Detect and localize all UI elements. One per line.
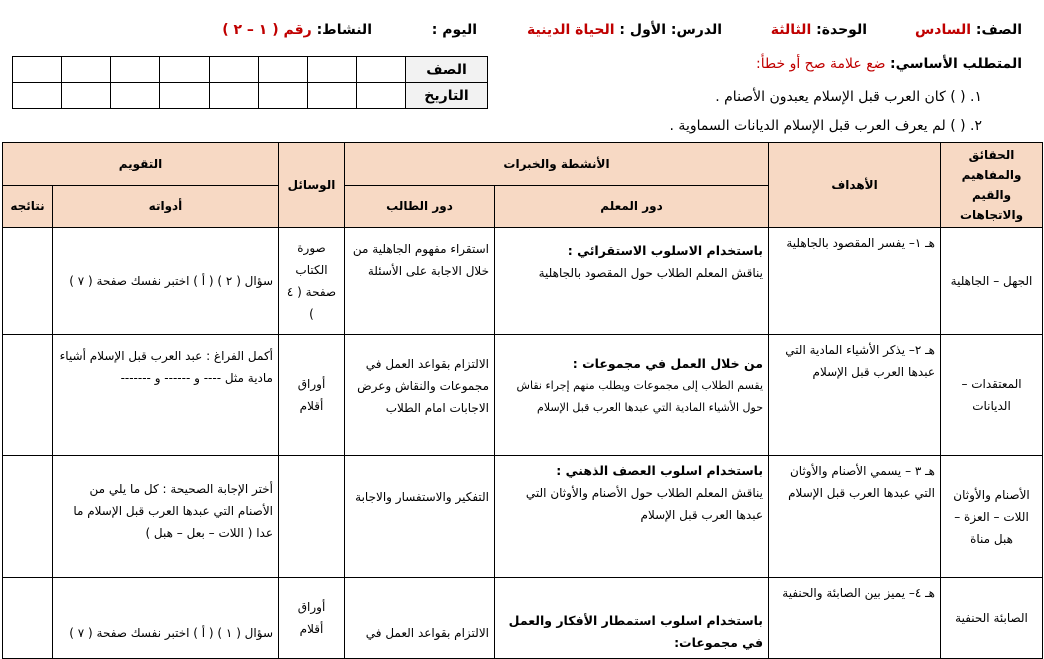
- table-row: [3, 228, 1043, 335]
- grid-cell[interactable]: [13, 83, 62, 109]
- objective-cell: هـ ٢– يذكر الأشياء المادية التي عبدها العرب قبل الإسلام: [769, 335, 941, 456]
- unit-value: الثالثة: [770, 22, 812, 38]
- lesson-plan-table: [2, 142, 1043, 659]
- teacher-method: باستخدام اسلوب العصف الذهني :: [556, 463, 764, 478]
- grid-cell[interactable]: [111, 83, 160, 109]
- table-row: [3, 335, 1043, 456]
- lesson-title: الحياة الدينية: [526, 22, 615, 38]
- grid-cell[interactable]: [356, 57, 405, 83]
- activity-field: [222, 22, 372, 38]
- header-objectives: الأهداف: [769, 143, 941, 228]
- teacher-method: باستخدام الاسلوب الاستقرائي :: [567, 243, 764, 258]
- activity-value: رقم ( ١ – ٢ ): [222, 22, 312, 38]
- teacher-cell: [495, 578, 769, 659]
- grid-cell[interactable]: [13, 57, 62, 83]
- results-cell[interactable]: [3, 228, 53, 335]
- question-2: ٢. ( ) لم يعرف العرب قبل الإسلام الديانات السماوية .: [669, 118, 982, 134]
- teacher-text: يقسم الطلاب إلى مجموعات ويطلب منهم إجراء نقاش حول الأشياء المادية التي عبدها العرب قبل الإسلام: [516, 379, 764, 414]
- student-cell: استقراء مفهوم الجاهلية من خلال الاجابة على الأسئلة: [345, 228, 495, 335]
- facts-cell: الأصنام والأوثان اللات – العزة – هبل مناة: [941, 456, 1043, 578]
- results-cell[interactable]: [3, 335, 53, 456]
- header-facts: الحقائق والمفاهيم والقيم والاتجاهات: [941, 143, 1043, 228]
- objective-cell: هـ ٤– يميز بين الصابئة والحنفية: [769, 578, 941, 659]
- grid-cell[interactable]: [209, 57, 258, 83]
- teacher-text: يناقش المعلم الطلاب حول الأصنام والأوثان التي عبدها العرب قبل الإسلام: [525, 486, 764, 522]
- header-teacher-role: دور المعلم: [495, 185, 769, 228]
- day-label: اليوم :: [431, 22, 477, 38]
- tools-cell: صورة الكتاب صفحة ( ٤ ): [279, 228, 345, 335]
- header-tools: الوسائل: [279, 143, 345, 228]
- results-cell[interactable]: [3, 578, 53, 659]
- lesson-label: الدرس:: [670, 22, 722, 38]
- teacher-cell: [495, 335, 769, 456]
- facts-cell: المعتقدات – الديانات: [941, 335, 1043, 456]
- basic-requirement: [756, 56, 1022, 72]
- grade-value: السادس: [914, 22, 971, 38]
- grade-field: [915, 22, 1022, 38]
- lesson-field: الدرس: الأول : الحياة الدينية: [526, 22, 722, 38]
- tools-cell: أوراق أقلام: [279, 335, 345, 456]
- facts-cell: الجهل – الجاهلية: [941, 228, 1043, 335]
- teacher-text: يناقش المعلم الطلاب حول المقصود بالجاهلية: [538, 266, 764, 280]
- lesson-header: [20, 22, 1022, 44]
- teacher-cell: [495, 228, 769, 335]
- objective-cell: هـ ٣ – يسمي الأصنام والأوثان التي عبدها العرب قبل الإسلام: [769, 456, 941, 578]
- student-cell: التفكير والاستفسار والاجابة: [345, 456, 495, 578]
- requirement-label: المتطلب الأساسي:: [890, 56, 1022, 72]
- grid-cell[interactable]: [209, 83, 258, 109]
- tools-cell: [279, 456, 345, 578]
- student-cell: الالتزام بقواعد العمل في مجموعات والنقاش وعرض الاجابات امام الطلاب: [345, 335, 495, 456]
- eval-cell: أختر الإجابة الصحيحة : كل ما يلي من الأصنام التي عبدها العرب قبل الإسلام ما عدا ( اللات – بعل – هبل ): [53, 456, 279, 578]
- table-row: [3, 578, 1043, 659]
- header-activities: الأنشطة والخبرات: [345, 143, 769, 186]
- header-student-role: دور الطالب: [345, 185, 495, 228]
- grid-cell[interactable]: [62, 57, 111, 83]
- requirement-instruction: ضع علامة صح أو خطأ:: [756, 56, 886, 72]
- teacher-method: من خلال العمل في مجموعات :: [572, 356, 764, 371]
- activity-label: النشاط:: [316, 22, 372, 38]
- unit-field: [771, 22, 867, 38]
- header-evaluation: التقويم: [3, 143, 279, 186]
- results-cell[interactable]: [3, 456, 53, 578]
- header-results: نتائجه: [3, 185, 53, 228]
- student-cell: الالتزام بقواعد العمل في: [345, 578, 495, 659]
- header-eval-tools: أدواته: [53, 185, 279, 228]
- tools-cell: أوراق أقلام: [279, 578, 345, 659]
- table-row: [3, 456, 1043, 578]
- question-1: ١. ( ) كان العرب قبل الإسلام يعبدون الأصنام .: [715, 89, 982, 105]
- grid-cell[interactable]: [258, 57, 307, 83]
- eval-cell: أكمل الفراغ : عبد العرب قبل الإسلام أشياء مادية مثل ---- و ------ و -------: [53, 335, 279, 456]
- class-date-grid: [12, 56, 488, 109]
- unit-label: الوحدة:: [816, 22, 867, 38]
- grade-label: الصف:: [975, 22, 1022, 38]
- objective-cell: هـ ١– يفسر المقصود بالجاهلية: [769, 228, 941, 335]
- class-label: الصف: [406, 57, 488, 83]
- lesson-value: الأول: [629, 22, 666, 38]
- grid-cell[interactable]: [307, 83, 356, 109]
- eval-cell: سؤال ( ٢ ) ( أ ) اختبر نفسك صفحة ( ٧ ): [53, 228, 279, 335]
- grid-cell[interactable]: [356, 83, 405, 109]
- grid-cell[interactable]: [160, 83, 209, 109]
- grid-cell[interactable]: [111, 57, 160, 83]
- grid-cell[interactable]: [258, 83, 307, 109]
- eval-cell: سؤال ( ١ ) ( أ ) اختبر نفسك صفحة ( ٧ ): [53, 578, 279, 659]
- teacher-cell: [495, 456, 769, 578]
- grid-cell[interactable]: [62, 83, 111, 109]
- grid-cell[interactable]: [160, 57, 209, 83]
- teacher-method: باستخدام اسلوب استمطار الأفكار والعمل في مجموعات:: [508, 613, 764, 650]
- grid-cell[interactable]: [307, 57, 356, 83]
- facts-cell: الصابئة الحنفية: [941, 578, 1043, 659]
- date-label: التاريخ: [406, 83, 488, 109]
